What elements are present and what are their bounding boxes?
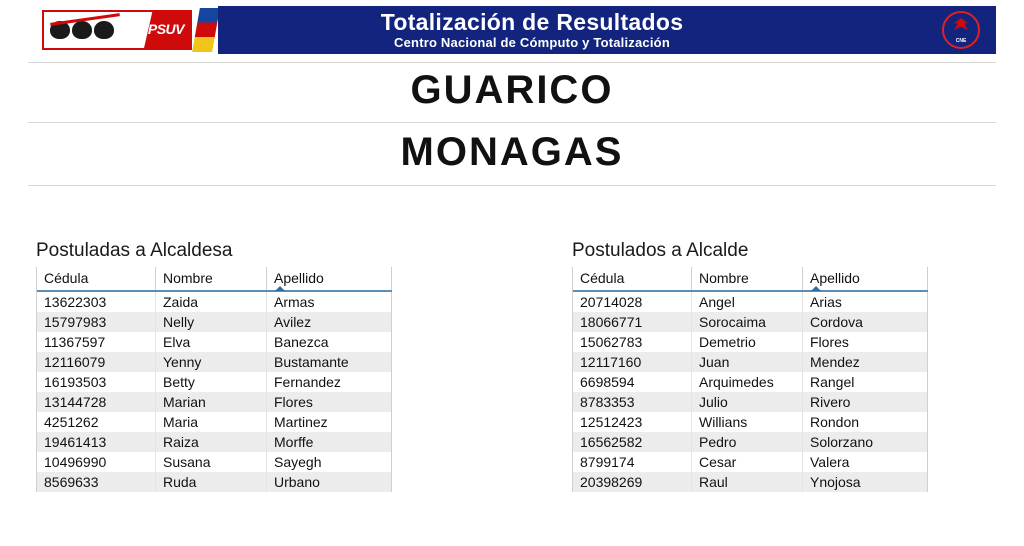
cell-apellido: Solorzano — [803, 432, 928, 452]
cell-apellido: Urbano — [267, 472, 392, 492]
cell-cedula: 11367597 — [37, 332, 156, 352]
cell-nombre: Willians — [692, 412, 803, 432]
cell-apellido: Flores — [803, 332, 928, 352]
psuv-logo-label: PSUV — [147, 21, 184, 37]
column-header-apellido-label: Apellido — [274, 270, 324, 286]
seal-label: CNE — [955, 38, 967, 44]
panel-title-alcalde: Postulados a Alcalde — [572, 240, 749, 261]
cell-nombre: Marian — [156, 392, 267, 412]
cell-nombre: Raiza — [156, 432, 267, 452]
panel-title-alcaldesa: Postuladas a Alcaldesa — [36, 240, 233, 261]
cell-cedula: 12116079 — [37, 352, 156, 372]
table-row[interactable] — [37, 452, 392, 472]
column-header-nombre[interactable]: Nombre — [692, 267, 803, 291]
table-header-row — [37, 267, 392, 291]
table-row[interactable] — [37, 372, 392, 392]
cell-cedula: 13622303 — [37, 291, 156, 312]
cell-nombre: Nelly — [156, 312, 267, 332]
table-body-alcaldesa — [37, 291, 392, 492]
cell-cedula: 10496990 — [37, 452, 156, 472]
cell-nombre: Juan — [692, 352, 803, 372]
sort-ascending-icon — [811, 286, 821, 291]
table-row[interactable] — [573, 291, 928, 312]
cell-cedula: 12117160 — [573, 352, 692, 372]
cell-nombre: Elva — [156, 332, 267, 352]
cell-nombre: Zaida — [156, 291, 267, 312]
cell-apellido: Mendez — [803, 352, 928, 372]
cell-nombre: Demetrio — [692, 332, 803, 352]
header-title-block — [218, 6, 926, 54]
cell-apellido: Armas — [267, 291, 392, 312]
cell-nombre: Pedro — [692, 432, 803, 452]
state-title-guarico: GUARICO — [410, 68, 614, 112]
table-row[interactable] — [573, 452, 928, 472]
cell-apellido: Martinez — [267, 412, 392, 432]
cell-cedula: 12512423 — [573, 412, 692, 432]
cell-nombre: Ruda — [156, 472, 267, 492]
cell-cedula: 8783353 — [573, 392, 692, 412]
cell-apellido: Cordova — [803, 312, 928, 332]
cell-cedula: 19461413 — [37, 432, 156, 452]
band-divider-bottom — [28, 185, 996, 186]
cell-nombre: Angel — [692, 291, 803, 312]
table-row[interactable] — [37, 312, 392, 332]
column-header-apellido[interactable] — [267, 267, 392, 291]
header-title-main: Totalización de Resultados — [380, 8, 684, 35]
cell-cedula: 8569633 — [37, 472, 156, 492]
table-row[interactable] — [37, 432, 392, 452]
cell-cedula: 16193503 — [37, 372, 156, 392]
column-header-apellido[interactable] — [803, 267, 928, 291]
table-header-row — [573, 267, 928, 291]
seal-bird-icon — [954, 18, 968, 30]
cell-cedula: 4251262 — [37, 412, 156, 432]
cell-nombre: Cesar — [692, 452, 803, 472]
table-alcaldesa — [37, 267, 392, 492]
psuv-logo — [28, 6, 218, 54]
cell-nombre: Maria — [156, 412, 267, 432]
psuv-logo-box — [42, 10, 192, 50]
cell-cedula: 20714028 — [573, 291, 692, 312]
cell-apellido: Flores — [267, 392, 392, 412]
cell-apellido: Rondon — [803, 412, 928, 432]
cell-nombre: Arquimedes — [692, 372, 803, 392]
table-row[interactable] — [573, 412, 928, 432]
table-row[interactable] — [573, 372, 928, 392]
table-row[interactable] — [573, 332, 928, 352]
cell-apellido: Avilez — [267, 312, 392, 332]
table-row[interactable] — [573, 432, 928, 452]
table-row[interactable] — [573, 352, 928, 372]
cell-apellido: Fernandez — [267, 372, 392, 392]
column-header-nombre[interactable]: Nombre — [156, 267, 267, 291]
cell-nombre: Susana — [156, 452, 267, 472]
sort-ascending-icon — [275, 286, 285, 291]
cell-nombre: Sorocaima — [692, 312, 803, 332]
cell-apellido: Arias — [803, 291, 928, 312]
cell-nombre: Raul — [692, 472, 803, 492]
table-row[interactable] — [573, 392, 928, 412]
cell-cedula: 13144728 — [37, 392, 156, 412]
cell-apellido: Rangel — [803, 372, 928, 392]
band-divider-middle — [28, 122, 996, 123]
cell-apellido: Rivero — [803, 392, 928, 412]
cell-cedula: 15062783 — [573, 332, 692, 352]
psuv-faces-icon — [50, 17, 126, 43]
panel-alcalde — [572, 240, 928, 497]
cell-apellido: Valera — [803, 452, 928, 472]
cell-cedula: 8799174 — [573, 452, 692, 472]
table-row[interactable] — [37, 472, 392, 492]
cell-nombre: Julio — [692, 392, 803, 412]
table-row[interactable] — [573, 472, 928, 492]
column-header-cedula[interactable]: Cédula — [37, 267, 156, 291]
table-row[interactable] — [37, 412, 392, 432]
panel-alcaldesa — [36, 240, 392, 497]
cell-apellido: Bustamante — [267, 352, 392, 372]
cell-apellido: Sayegh — [267, 452, 392, 472]
cell-cedula: 6698594 — [573, 372, 692, 392]
table-row[interactable] — [37, 332, 392, 352]
cne-seal — [926, 6, 996, 54]
table-row[interactable] — [573, 312, 928, 332]
column-header-apellido-label: Apellido — [810, 270, 860, 286]
cell-cedula: 18066771 — [573, 312, 692, 332]
cell-apellido: Banezca — [267, 332, 392, 352]
cell-nombre: Betty — [156, 372, 267, 392]
venezuela-flag-icon — [192, 8, 218, 52]
table-body-alcalde — [573, 291, 928, 492]
header-banner — [28, 6, 996, 54]
table-row[interactable] — [37, 291, 392, 312]
column-header-cedula[interactable]: Cédula — [573, 267, 692, 291]
cell-cedula: 16562582 — [573, 432, 692, 452]
table-row[interactable] — [37, 352, 392, 372]
state-title-monagas: MONAGAS — [400, 130, 624, 174]
header-title-sub: Centro Nacional de Cómputo y Totalización — [394, 35, 670, 51]
cell-cedula: 15797983 — [37, 312, 156, 332]
table-row[interactable] — [37, 392, 392, 412]
band-divider-top — [28, 62, 996, 63]
cell-cedula: 20398269 — [573, 472, 692, 492]
table-alcalde — [573, 267, 928, 492]
cell-nombre: Yenny — [156, 352, 267, 372]
cell-apellido: Ynojosa — [803, 472, 928, 492]
cell-apellido: Morffe — [267, 432, 392, 452]
